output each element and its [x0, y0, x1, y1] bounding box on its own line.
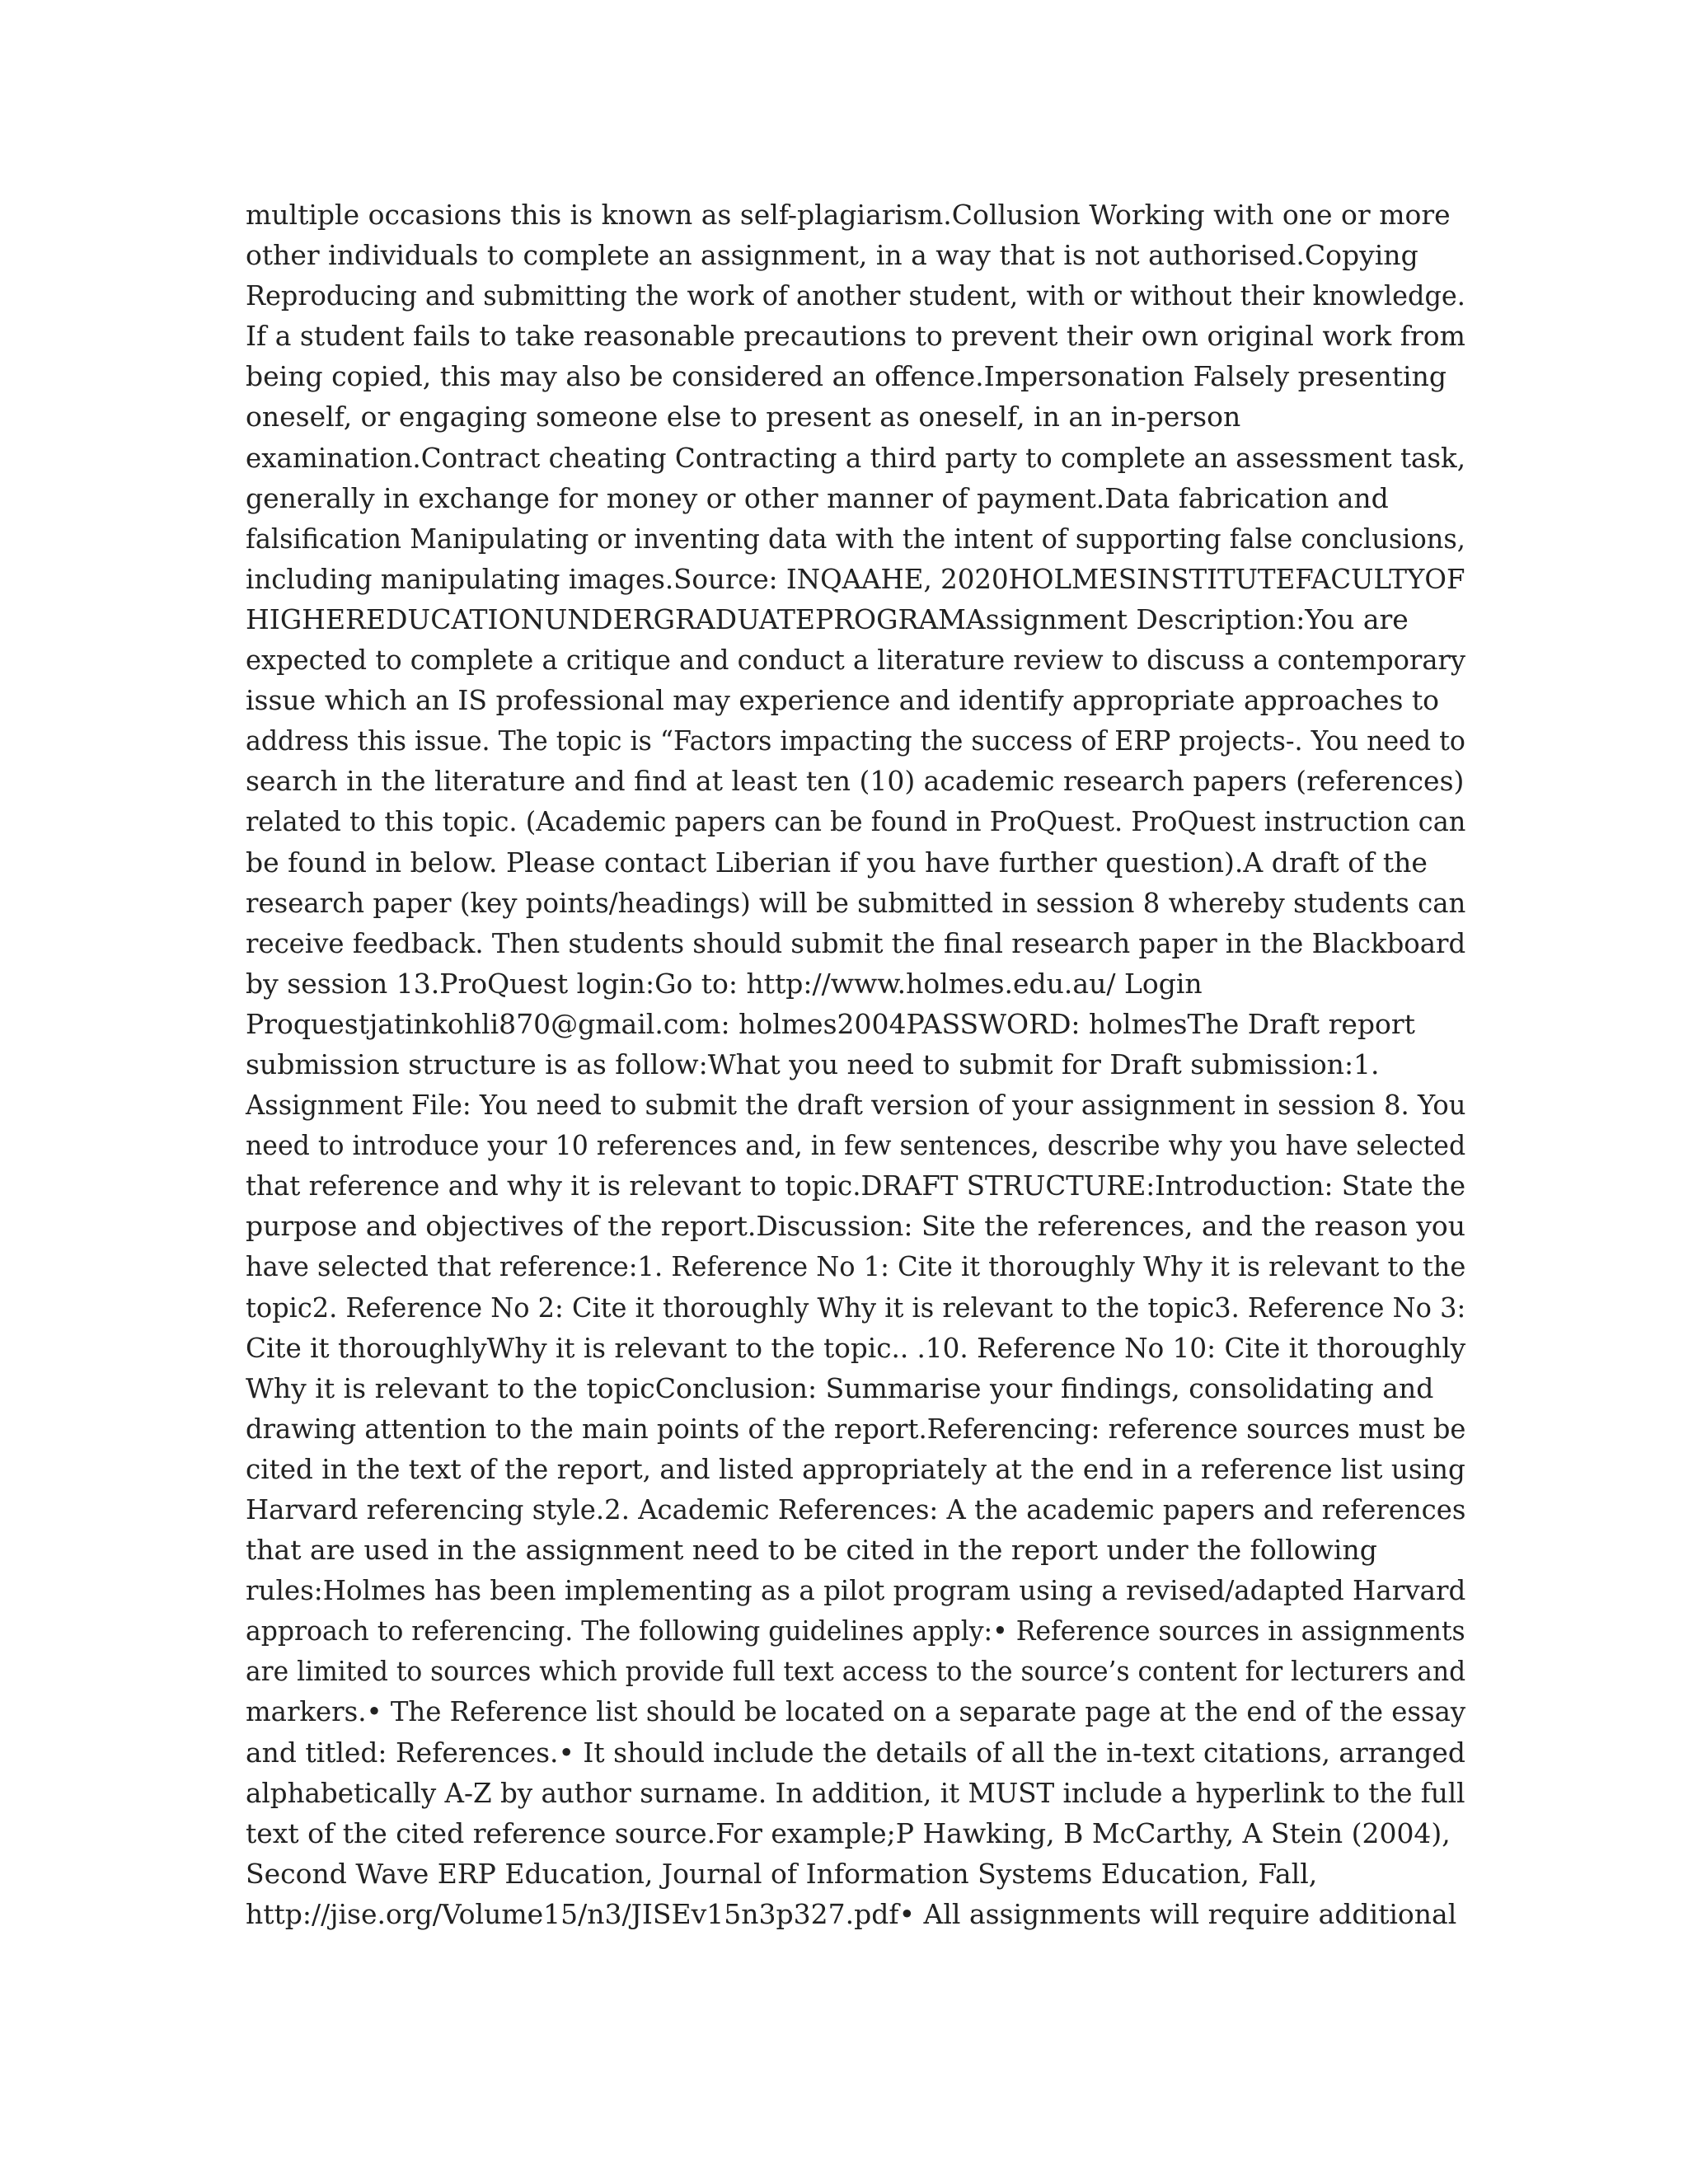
- text-line: HIGHEREDUCATIONUNDERGRADUATEPROGRAMAssignment Description:You are: [246, 602, 1409, 635]
- text-line: Second Wave ERP Education, Journal of Information Systems Education, Fall,: [246, 1857, 1318, 1890]
- text-line: examination.Contract cheating Contracting a third party to complete an assessment task,: [246, 441, 1466, 474]
- text-line: cited in the text of the report, and listed appropriately at the end in a reference list using: [246, 1452, 1465, 1485]
- text-line: purpose and objectives of the report.Discussion: Site the references, and the reason you: [246, 1210, 1465, 1243]
- text-line: Assignment File: You need to submit the draft version of your assignment in session 8. You: [246, 1089, 1466, 1122]
- text-line: oneself, or engaging someone else to present as oneself, in an in-person: [246, 401, 1241, 434]
- text-line: research paper (key points/headings) will be submitted in session 8 whereby students can: [246, 886, 1466, 919]
- body-text: [246, 194, 1465, 1934]
- text-line: by session 13.ProQuest login:Go to: http://www.holmes.edu.au/ Login: [246, 967, 1203, 1000]
- text-line: falsification Manipulating or inventing data with the intent of supporting false conclusions,: [246, 522, 1465, 555]
- text-line: alphabetically A-Z by author surname. In addition, it MUST include a hyperlink to the full: [246, 1776, 1465, 1809]
- text-line: have selected that reference:1. Reference No 1: Cite it thoroughly Why it is relevant to the: [246, 1250, 1466, 1283]
- text-line: Reproducing and submitting the work of another student, with or without their knowledge.: [246, 279, 1465, 312]
- text-line: submission structure is as follow:What you need to submit for Draft submission:1.: [246, 1047, 1380, 1080]
- text-line: rules:Holmes has been implementing as a pilot program using a revised/adapted Harvard: [246, 1574, 1466, 1607]
- text-line: generally in exchange for money or other manner of payment.Data fabrication and: [246, 481, 1389, 514]
- text-line: topic2. Reference No 2: Cite it thoroughly Why it is relevant to the topic3. Reference No 3:: [246, 1291, 1466, 1324]
- text-line: related to this topic. (Academic papers can be found in ProQuest. ProQuest instruction can: [246, 805, 1466, 838]
- text-line: that reference and why it is relevant to topic.DRAFT STRUCTURE:Introduction: State the: [246, 1169, 1466, 1202]
- text-line: multiple occasions this is known as self-plagiarism.Collusion Working with one or more: [246, 199, 1451, 231]
- text-line: Proquestjatinkohli870@gmail.com: holmes2004PASSWORD: holmesThe Draft report: [246, 1007, 1415, 1040]
- text-line: markers.• The Reference list should be located on a separate page at the end of the essay: [246, 1695, 1466, 1728]
- text-line: address this issue. The topic is “Factors impacting the success of ERP projects-. You need to: [246, 724, 1465, 757]
- text-line: approach to referencing. The following guidelines apply:• Reference sources in assignments: [246, 1615, 1465, 1647]
- text-line: need to introduce your 10 references and, in few sentences, describe why you have selected: [246, 1129, 1466, 1162]
- text-line: be found in below. Please contact Liberian if you have further question).A draft of the: [246, 846, 1428, 879]
- text-line: Cite it thoroughlyWhy it is relevant to the topic.. .10. Reference No 10: Cite it thoroughly: [246, 1331, 1466, 1364]
- text-line: Why it is relevant to the topicConclusion: Summarise your findings, consolidating and: [246, 1371, 1434, 1404]
- text-line: receive feedback. Then students should submit the final research paper in the Blackboard: [246, 926, 1466, 959]
- text-line: text of the cited reference source.For example;P Hawking, B McCarthy, A Stein (2004),: [246, 1816, 1451, 1849]
- text-line: Harvard referencing style.2. Academic References: A the academic papers and references: [246, 1493, 1466, 1526]
- text-line: being copied, this may also be considered an offence.Impersonation Falsely presenting: [246, 360, 1447, 393]
- text-line: issue which an IS professional may experience and identify appropriate approaches to: [246, 684, 1440, 717]
- text-line: other individuals to complete an assignment, in a way that is not authorised.Copying: [246, 239, 1418, 272]
- text-line: expected to complete a critique and conduct a literature review to discuss a contemporary: [246, 644, 1465, 677]
- text-line: that are used in the assignment need to be cited in the report under the following: [246, 1534, 1377, 1567]
- text-line: If a student fails to take reasonable precautions to prevent their own original work from: [246, 320, 1465, 353]
- text-line: drawing attention to the main points of the report.Referencing: reference sources must be: [246, 1412, 1466, 1445]
- text-line: are limited to sources which provide full text access to the source’s content for lecturers and: [246, 1655, 1466, 1688]
- text-line: http://jise.org/Volume15/n3/JISEv15n3p327.pdf• All assignments will require additional: [246, 1897, 1457, 1930]
- text-line: including manipulating images.Source: INQAAHE, 2020HOLMESINSTITUTEFACULTYOF: [246, 562, 1465, 595]
- text-line: search in the literature and find at least ten (10) academic research papers (references): [246, 765, 1465, 798]
- text-line: and titled: References.• It should include the details of all the in-text citations, arranged: [246, 1736, 1465, 1769]
